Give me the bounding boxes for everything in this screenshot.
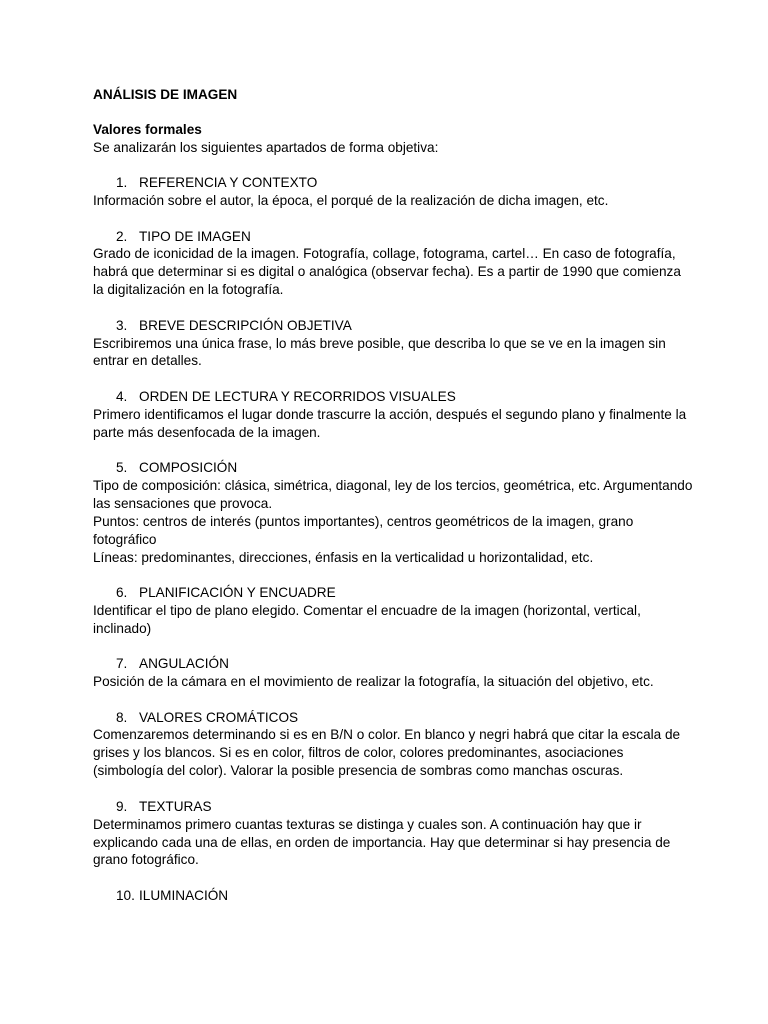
document-subheading: Valores formales xyxy=(93,121,202,137)
section-item xyxy=(93,174,693,210)
document-page xyxy=(93,86,693,905)
section-paragraph: Identificar el tipo de plano elegido. Comentar el encuadre de la imagen (horizontal, vertical, inclinado) xyxy=(93,602,641,636)
section-title: REFERENCIA Y CONTEXTO xyxy=(139,175,318,191)
section-item xyxy=(93,709,693,781)
section-title: ANGULACIÓN xyxy=(139,656,229,672)
section-title: TEXTURAS xyxy=(139,798,212,814)
section-title: COMPOSICIÓN xyxy=(139,460,238,476)
section-title: ORDEN DE LECTURA Y RECORRIDOS VISUALES xyxy=(139,388,456,404)
section-number: 10. xyxy=(116,887,135,903)
section-paragraph: Tipo de composición: clásica, simétrica, diagonal, ley de los tercios, geométrica, etc. Argumentando las sensaciones que provoca. xyxy=(93,478,693,511)
section-list xyxy=(93,174,693,905)
section-heading xyxy=(93,317,693,335)
section-number: 7. xyxy=(116,656,128,672)
section-paragraph: Información sobre el autor, la época, el porqué de la realización de dicha imagen, etc. xyxy=(93,193,609,209)
section-heading xyxy=(93,459,693,477)
section-item xyxy=(93,459,693,566)
section-paragraph: Grado de iconicidad de la imagen. Fotografía, collage, fotograma, cartel… En caso de fotografía, habrá que determinar si es digital o analógica (observar fecha). Es a partir de 1990 que comienza la digitalización en la fotografía. xyxy=(93,246,681,298)
section-item xyxy=(93,655,693,691)
section-heading xyxy=(93,887,693,905)
section-title: TIPO DE IMAGEN xyxy=(139,228,251,244)
section-title: BREVE DESCRIPCIÓN OBJETIVA xyxy=(139,317,352,333)
section-heading xyxy=(93,584,693,602)
section-paragraph: Posición de la cámara en el movimiento de realizar la fotografía, la situación del objetivo, etc. xyxy=(93,674,654,690)
section-item xyxy=(93,388,693,442)
section-number: 3. xyxy=(116,317,128,333)
section-heading xyxy=(93,709,693,727)
section-number: 5. xyxy=(116,460,128,476)
section-heading xyxy=(93,228,693,246)
section-number: 9. xyxy=(116,798,128,814)
section-item xyxy=(93,228,693,300)
section-paragraph: Líneas: predominantes, direcciones, énfasis en la verticalidad u horizontalidad, etc. xyxy=(93,549,594,565)
section-number: 2. xyxy=(116,228,128,244)
section-number: 8. xyxy=(116,709,128,725)
section-heading xyxy=(93,388,693,406)
section-paragraph: Comenzaremos determinando si es en B/N o color. En blanco y negri habrá que citar la escala de grises y los blancos. Si es en color, filtros de color, colores predominantes, asociaciones (simbología del color). Valorar la posible presencia de sombras como manchas oscuras. xyxy=(93,727,681,779)
section-number: 6. xyxy=(116,585,128,601)
section-paragraph: Escribiremos una única frase, lo más breve posible, que describa lo que se ve en la imagen sin entrar en detalles. xyxy=(93,335,666,369)
section-title: ILUMINACIÓN xyxy=(139,887,229,903)
section-paragraph: Primero identificamos el lugar donde trascurre la acción, después el segundo plano y finalmente la parte más desenfocada de la imagen. xyxy=(93,406,687,440)
section-item xyxy=(93,887,693,905)
section-number: 4. xyxy=(116,388,128,404)
section-paragraph: Puntos: centros de interés (puntos importantes), centros geométricos de la imagen, grano fotográfico xyxy=(93,513,634,547)
document-title: ANÁLISIS DE IMAGEN xyxy=(93,87,238,102)
section-title: PLANIFICACIÓN Y ENCUADRE xyxy=(139,585,336,601)
section-item xyxy=(93,798,693,870)
section-heading xyxy=(93,174,693,192)
section-item xyxy=(93,317,693,371)
section-heading xyxy=(93,798,693,816)
section-item xyxy=(93,584,693,638)
section-heading xyxy=(93,655,693,673)
section-title: VALORES CROMÁTICOS xyxy=(139,709,299,725)
document-intro: Se analizarán los siguientes apartados de forma objetiva: xyxy=(93,139,439,155)
section-number: 1. xyxy=(116,175,128,191)
section-paragraph: Determinamos primero cuantas texturas se distinga y cuales son. A continuación hay que ir explicando cada una de ellas, en orden de importancia. Hay que determinar si hay presencia de grano fotográfico. xyxy=(93,816,671,868)
